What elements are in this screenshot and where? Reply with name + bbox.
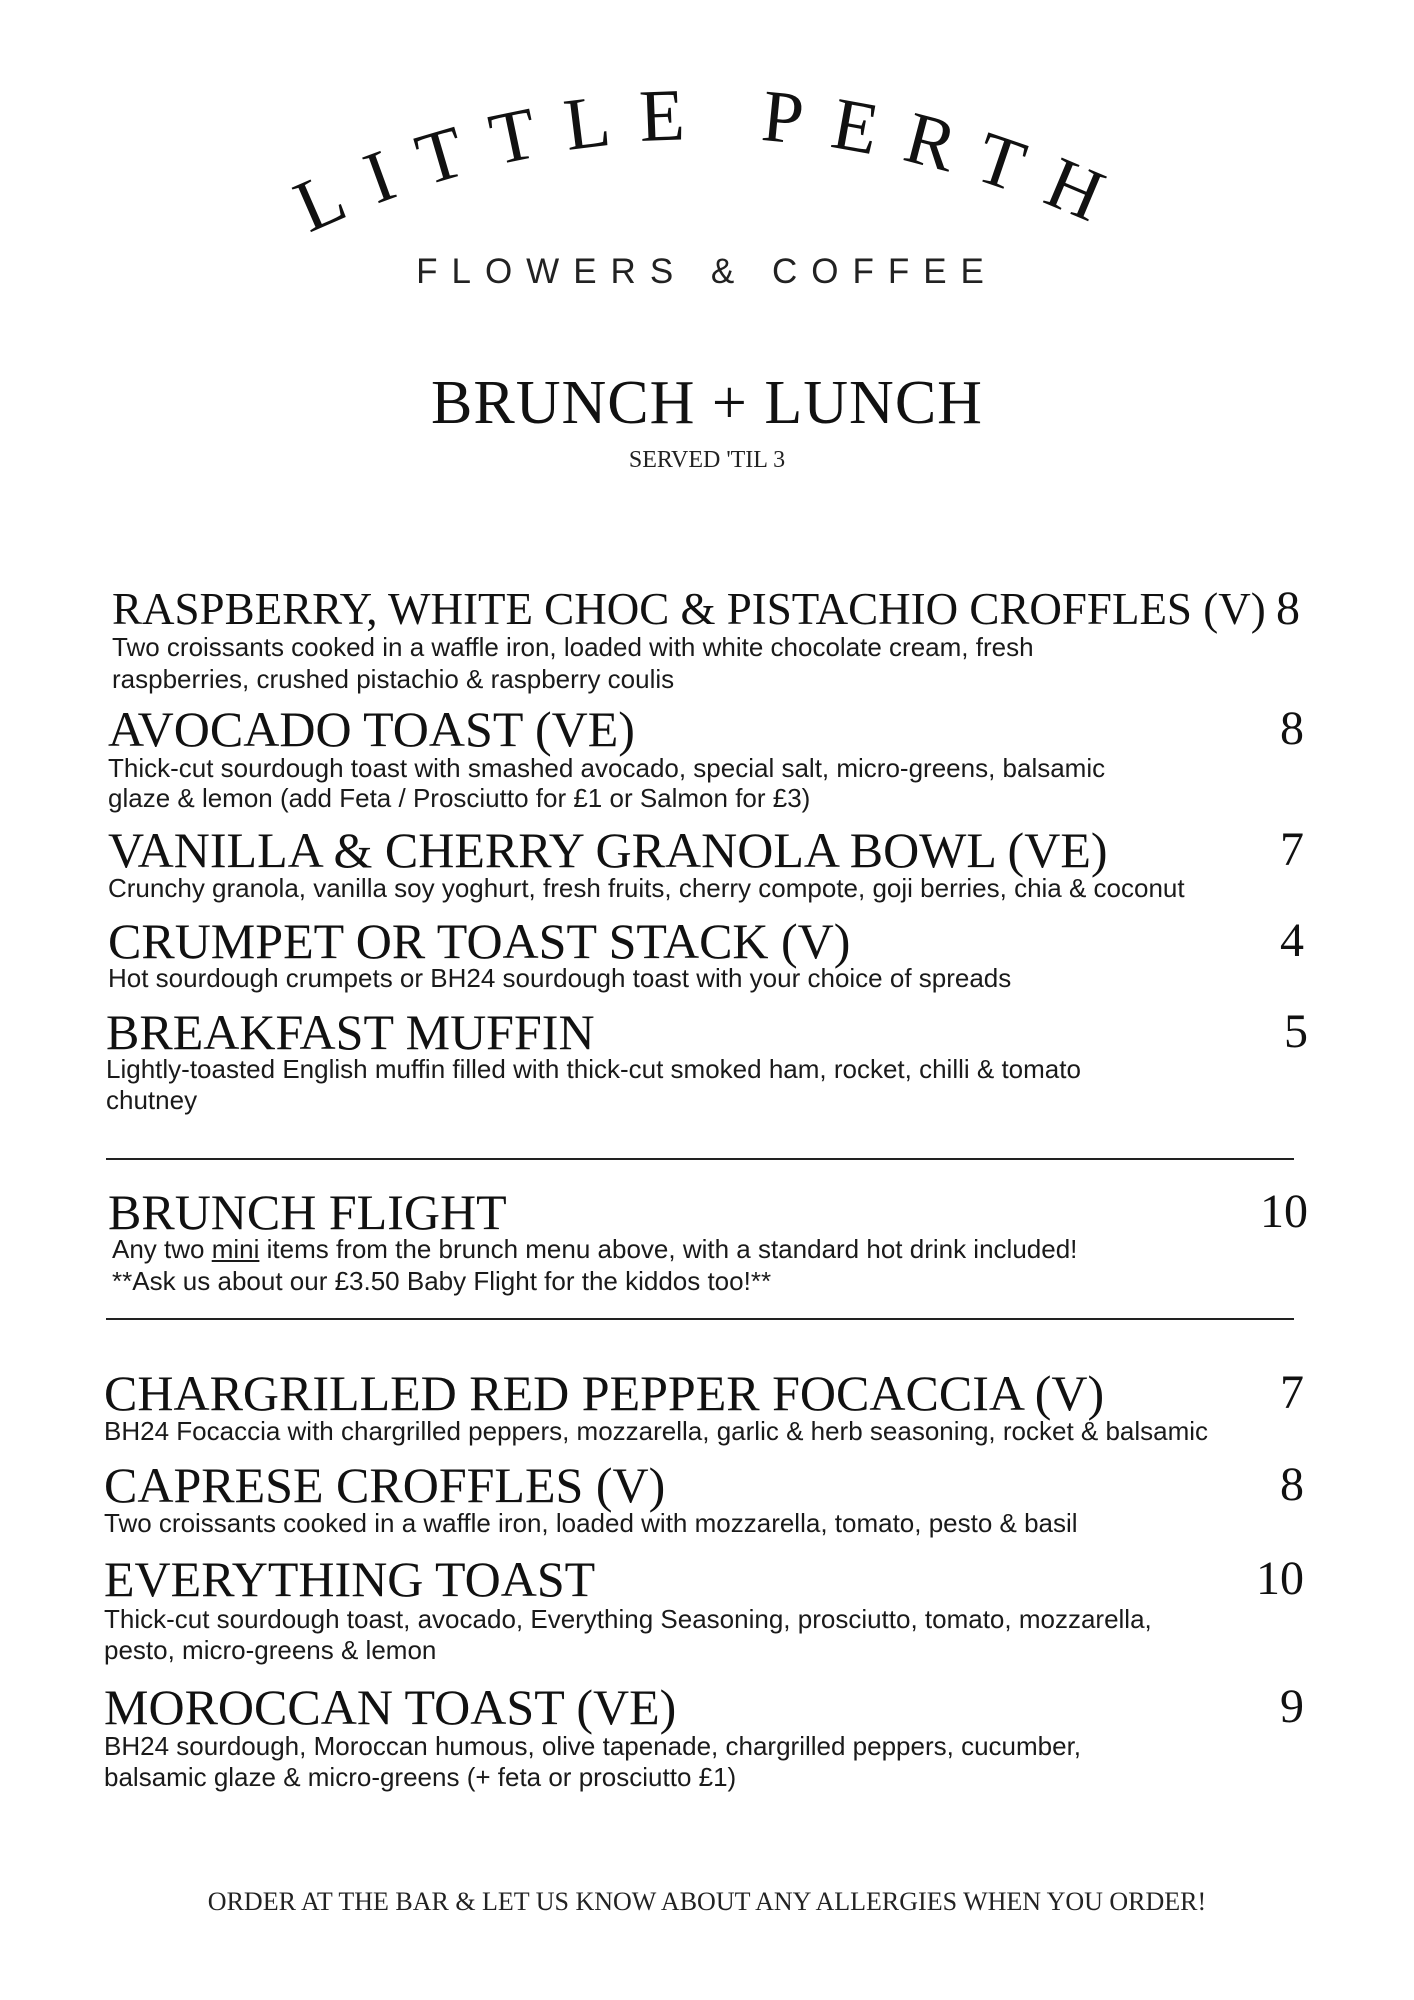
item-price: 8 bbox=[1276, 582, 1300, 635]
item-name: BREAKFAST MUFFIN bbox=[106, 1004, 595, 1060]
item-name: MOROCCAN TOAST (VE) bbox=[104, 1679, 677, 1735]
item-price: 7 bbox=[1280, 823, 1304, 876]
divider bbox=[106, 1158, 1294, 1160]
item-price: 8 bbox=[1280, 702, 1304, 755]
item-name: RASPBERRY, WHITE CHOC & PISTACHIO CROFFLES (V) bbox=[112, 584, 1266, 634]
item-description: Thick-cut sourdough toast, avocado, Everything Seasoning, prosciutto, tomato, mozzarella, bbox=[104, 1604, 1152, 1634]
mini-emphasis: mini bbox=[211, 1234, 260, 1264]
item-price: 8 bbox=[1280, 1458, 1304, 1511]
item-name: EVERYTHING TOAST bbox=[104, 1551, 596, 1607]
svg-text:LITTLE PERTH bbox=[283, 73, 1141, 248]
item-description: balsamic glaze & micro-greens (+ feta or prosciutto £1) bbox=[104, 1762, 737, 1792]
item-description: Thick-cut sourdough toast with smashed avocado, special salt, micro-greens, balsamic bbox=[108, 753, 1106, 783]
item-name: CAPRESE CROFFLES (V) bbox=[104, 1457, 666, 1513]
item-price: 7 bbox=[1280, 1366, 1304, 1419]
brand-tagline: FLOWERS & COFFEE bbox=[416, 252, 998, 291]
item-description: BH24 Focaccia with chargrilled peppers, mozzarella, garlic & herb seasoning, rocket & balsamic bbox=[104, 1416, 1209, 1446]
item-description: Any two mini items from the brunch menu above, with a standard hot drink included! bbox=[112, 1234, 1078, 1264]
item-description: Crunchy granola, vanilla soy yoghurt, fresh fruits, cherry compote, goji berries, chia & coconut bbox=[108, 873, 1185, 903]
divider bbox=[106, 1318, 1294, 1320]
item-price: 4 bbox=[1280, 914, 1304, 967]
item-description: Two croissants cooked in a waffle iron, loaded with white chocolate cream, fresh bbox=[112, 632, 1034, 662]
item-description: Two croissants cooked in a waffle iron, loaded with mozzarella, tomato, pesto & basil bbox=[104, 1508, 1078, 1538]
served-until: SERVED 'TIL 3 bbox=[628, 447, 786, 473]
allergy-notice: ORDER AT THE BAR & LET US KNOW ABOUT ANY ALLERGIES WHEN YOU ORDER! bbox=[207, 1887, 1207, 1916]
item-name: BRUNCH FLIGHT bbox=[108, 1184, 507, 1240]
item-price: 5 bbox=[1284, 1005, 1308, 1058]
item-name: CRUMPET OR TOAST STACK (V) bbox=[108, 913, 851, 969]
page-title: BRUNCH + LUNCH bbox=[431, 369, 983, 437]
item-price: 10 bbox=[1260, 1185, 1308, 1238]
item-description: BH24 sourdough, Moroccan humous, olive tapenade, chargrilled peppers, cucumber, bbox=[104, 1731, 1082, 1761]
item-description: Lightly-toasted English muffin filled with thick-cut smoked ham, rocket, chilli & tomato bbox=[106, 1054, 1081, 1084]
item-price: 9 bbox=[1280, 1680, 1304, 1733]
brand-name: LITTLE PERTH bbox=[283, 73, 1142, 249]
item-description: pesto, micro-greens & lemon bbox=[104, 1635, 437, 1665]
item-description: Hot sourdough crumpets or BH24 sourdough toast with your choice of spreads bbox=[108, 963, 1012, 993]
item-name: AVOCADO TOAST (VE) bbox=[108, 701, 635, 757]
item-name: VANILLA & CHERRY GRANOLA BOWL (VE) bbox=[108, 822, 1108, 878]
brand-logo bbox=[0, 0, 1414, 260]
item-description: chutney bbox=[106, 1085, 198, 1115]
item-description: raspberries, crushed pistachio & raspberry coulis bbox=[112, 664, 675, 694]
item-name: CHARGRILLED RED PEPPER FOCACCIA (V) bbox=[104, 1365, 1105, 1421]
item-description: **Ask us about our £3.50 Baby Flight for the kiddos too!** bbox=[112, 1266, 772, 1296]
item-price: 10 bbox=[1256, 1552, 1304, 1605]
item-description: glaze & lemon (add Feta / Prosciutto for £1 or Salmon for £3) bbox=[108, 783, 811, 813]
